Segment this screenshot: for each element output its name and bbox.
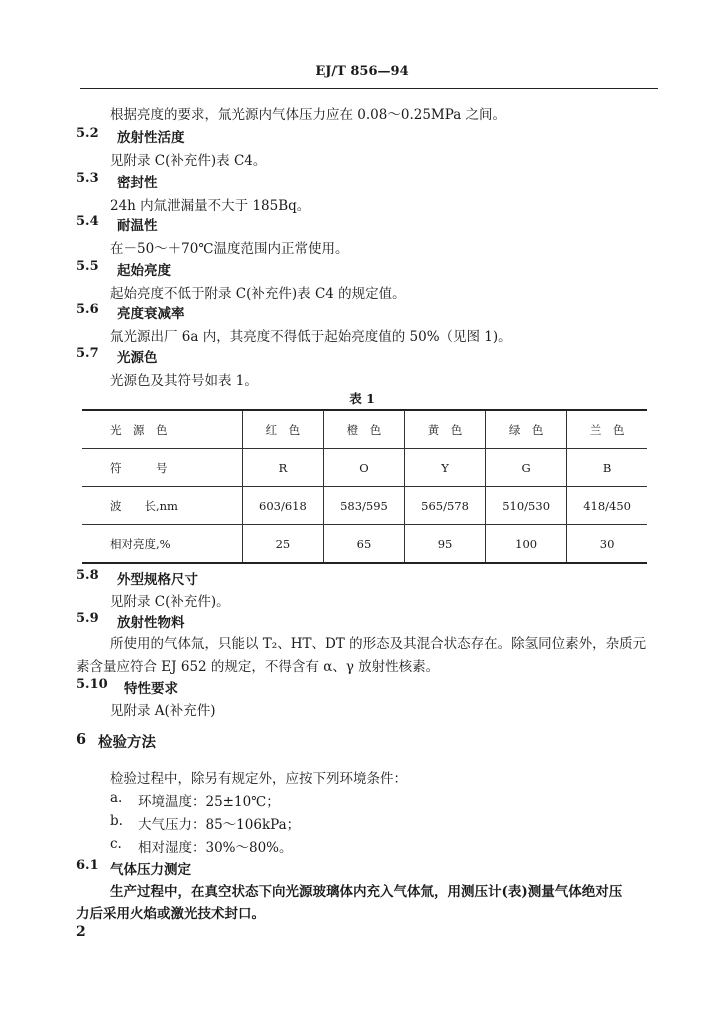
table-cell: 橙 色 (323, 410, 404, 449)
condition-c-text: 相对湿度：30%～80%。 (138, 840, 293, 856)
table-row (82, 525, 647, 564)
page-number: 2 (76, 924, 86, 940)
document-code-header: EJ/T 856—94 (315, 64, 409, 79)
table-cell: 510/530 (486, 487, 567, 525)
section-5-5-text: 起始亮度不低于附录 C(补充件)表 C4 的规定值。 (110, 286, 406, 302)
table-cell: O (323, 449, 404, 487)
section-5-4-title: 耐温性 (117, 218, 158, 234)
section-5-7-title: 光源色 (117, 350, 158, 366)
section-5-3-text: 24h 内氚泄漏量不大于 185Bq。 (110, 198, 311, 214)
section-5-10-title: 特性要求 (124, 681, 178, 697)
section-5-5-title: 起始亮度 (117, 263, 171, 279)
condition-b-mark: b. (110, 813, 123, 829)
section-5-3-title: 密封性 (117, 175, 158, 191)
table-row-header-cell: 符 号 (82, 449, 242, 487)
section-6-intro: 检验过程中，除另有规定外，应按下列环境条件： (110, 771, 407, 787)
section-5-2-title: 放射性活度 (117, 130, 185, 146)
section-5-3-number: 5.3 (76, 171, 99, 186)
table-cell: 绿 色 (486, 410, 567, 449)
table-cell: 30 (567, 525, 647, 564)
table-cell: B (567, 449, 647, 487)
section-5-8-title: 外型规格尺寸 (117, 572, 198, 588)
section-5-6-text: 氚光源出厂 6a 内，其亮度不得低于起始亮度值的 50%（见图 1)。 (110, 329, 512, 345)
table-1-caption: 表 1 (349, 391, 375, 406)
table-cell: R (242, 449, 323, 487)
condition-c-mark: c. (110, 836, 122, 852)
section-5-10-number: 5.10 (76, 677, 108, 692)
table-row (82, 487, 647, 525)
table-cell: 603/618 (242, 487, 323, 525)
section-5-5-number: 5.5 (76, 259, 99, 274)
table-row-header-cell: 相对亮度,% (82, 525, 242, 564)
table-cell: 65 (323, 525, 404, 564)
section-6-number: 6 (76, 731, 87, 748)
table-cell: 25 (242, 525, 323, 564)
table-cell: 95 (405, 525, 486, 564)
table-cell: 黄 色 (405, 410, 486, 449)
condition-b-text: 大气压力：85～106kPa； (138, 817, 301, 833)
table-cell: 100 (486, 525, 567, 564)
section-5-2-number: 5.2 (76, 126, 99, 141)
section-5-9-text-line-2: 素含量应符合 EJ 652 的规定，不得含有 α、γ 放射性核素。 (76, 659, 440, 675)
section-5-9-number: 5.9 (76, 611, 99, 626)
section-6-1-title: 气体压力测定 (110, 862, 191, 878)
condition-a-text: 环境温度：25±10℃； (138, 794, 280, 810)
table-cell: 红 色 (242, 410, 323, 449)
section-6-1-number: 6.1 (76, 858, 99, 873)
table-cell: G (486, 449, 567, 487)
table-cell: 583/595 (323, 487, 404, 525)
table-row (82, 449, 647, 487)
section-6-title: 检验方法 (98, 734, 156, 751)
section-5-10-text: 见附录 A(补充件) (110, 703, 216, 719)
section-5-7-number: 5.7 (76, 346, 99, 361)
section-5-9-text-line-1: 所使用的气体氚，只能以 T₂、HT、DT 的形态及其混合状态存在。除氢同位素外，杂质元 (110, 636, 647, 652)
table-row-header-cell: 光 源 色 (82, 410, 242, 449)
section-5-8-number: 5.8 (76, 568, 99, 583)
table-cell: 565/578 (405, 487, 486, 525)
section-6-1-text-line-2: 力后采用火焰或激光技术封口。 (76, 906, 265, 922)
section-5-4-text: 在－50～＋70℃温度范围内正常使用。 (110, 241, 349, 257)
section-5-7-text: 光源色及其符号如表 1。 (110, 373, 258, 389)
section-5-6-title: 亮度衰减率 (117, 306, 185, 322)
table-row-header-cell: 波 长,nm (82, 487, 242, 525)
table-cell: 兰 色 (567, 410, 647, 449)
condition-a-mark: a. (110, 790, 123, 806)
table-cell: 418/450 (567, 487, 647, 525)
section-6-1-text-line-1: 生产过程中，在真空状态下向光源玻璃体内充入气体氚，用测压计(表)测量气体绝对压 (110, 884, 623, 900)
section-5-8-text: 见附录 C(补充件)。 (110, 594, 230, 610)
header-rule (80, 88, 658, 89)
section-5-6-number: 5.6 (76, 302, 99, 317)
table-row (82, 410, 647, 449)
section-5-9-title: 放射性物料 (117, 615, 185, 631)
section-5-2-text: 见附录 C(补充件)表 C4。 (110, 153, 267, 169)
light-color-table (82, 409, 647, 564)
pressure-requirement-text: 根据亮度的要求，氚光源内气体压力应在 0.08～0.25MPa 之间。 (110, 107, 507, 123)
table-cell: Y (405, 449, 486, 487)
section-5-4-number: 5.4 (76, 214, 99, 229)
